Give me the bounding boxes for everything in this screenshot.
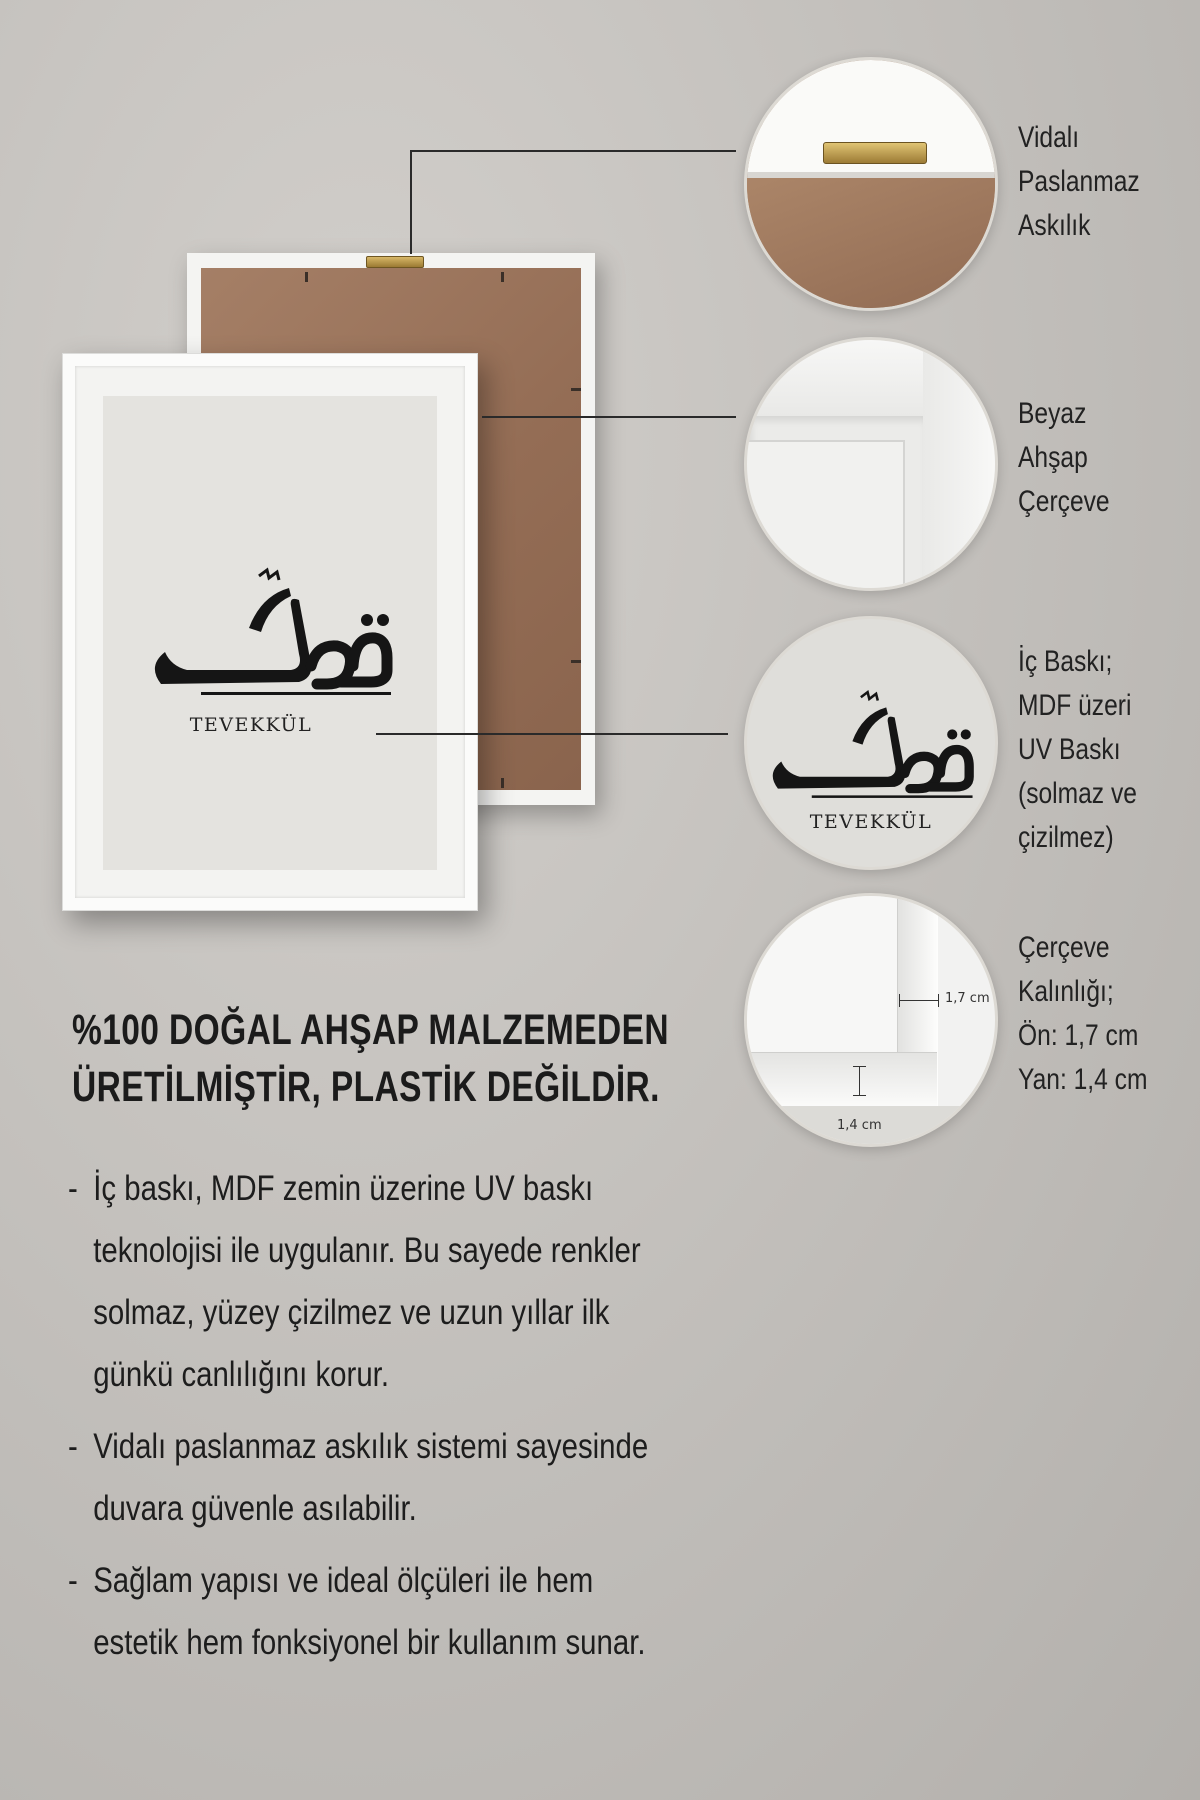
back-clip bbox=[305, 272, 308, 282]
back-clip bbox=[501, 778, 504, 788]
print-caption-detail: TEVEKKÜL bbox=[809, 811, 933, 833]
callout-label-print: İç Baskı; MDF üzeri UV Baskı (solmaz ve çizilmez) bbox=[1018, 645, 1137, 854]
mdf-board-detail bbox=[747, 178, 995, 308]
detail-circle-print bbox=[744, 616, 998, 870]
artwork-caption: TEVEKKÜL bbox=[189, 714, 313, 736]
sawtooth-hanger bbox=[366, 256, 424, 268]
callout-label-hanger: Vidalı Paslanmaz Askılık bbox=[1018, 121, 1140, 242]
back-clip bbox=[501, 272, 504, 282]
hanger-icon bbox=[823, 142, 927, 164]
headline-line-1: %100 DOĞAL AHŞAP MALZEMEDEN bbox=[72, 1006, 669, 1054]
artwork-print bbox=[103, 396, 437, 870]
headline-line-2: ÜRETİLMİŞTİR, PLASTİK DEĞİLDİR. bbox=[72, 1063, 660, 1111]
detail-circle-hanger bbox=[744, 57, 998, 311]
list-item bbox=[68, 1416, 706, 1540]
back-clip bbox=[571, 660, 581, 663]
connector-line-hanger-vertical bbox=[410, 150, 412, 254]
back-clip bbox=[571, 388, 581, 391]
list-item-text: İç baskı, MDF zemin üzerine UV baskı teknolojisi ile uygulanır. Bu sayede renkler solmaz, yüzey çizilmez ve uzun yıllar ilk günkü canlılığını korur. bbox=[93, 1169, 641, 1394]
list-item bbox=[68, 1550, 706, 1674]
callout-label-frame: Beyaz Ahşap Çerçeve bbox=[1018, 397, 1110, 518]
frame-side-edge bbox=[747, 1052, 937, 1107]
feature-list bbox=[68, 1158, 706, 1684]
list-item-text: Vidalı paslanmaz askılık sistemi sayesinde duvara güvenle asılabilir. bbox=[93, 1427, 649, 1528]
bullet-marker: - bbox=[68, 1169, 78, 1208]
list-item-text: Sağlam yapısı ve ideal ölçüleri ile hem estetik hem fonksiyonel bir kullanım sunar. bbox=[93, 1561, 646, 1662]
measure-side-line bbox=[859, 1066, 860, 1096]
detail-circle-thickness bbox=[744, 893, 998, 1147]
callout-label-thickness: Çerçeve Kalınlığı; Ön: 1,7 cm Yan: 1,4 cm bbox=[1018, 931, 1148, 1096]
bullet-marker: - bbox=[68, 1427, 78, 1466]
bullet-marker: - bbox=[68, 1561, 78, 1600]
connector-line-print bbox=[376, 733, 728, 735]
frame-front-view bbox=[62, 353, 478, 911]
arabic-calligraphy bbox=[141, 566, 401, 706]
connector-line-frame bbox=[482, 416, 736, 418]
headline bbox=[72, 1002, 669, 1116]
list-item bbox=[68, 1158, 706, 1406]
frame-inner-edge bbox=[75, 366, 465, 898]
arabic-calligraphy-detail bbox=[761, 683, 981, 813]
detail-circle-frame-corner bbox=[744, 337, 998, 591]
measure-side-label: 1,4 cm bbox=[837, 1118, 882, 1133]
measure-front-line bbox=[899, 1000, 939, 1001]
connector-line-hanger bbox=[410, 150, 736, 152]
measure-front-label: 1,7 cm bbox=[945, 991, 990, 1006]
